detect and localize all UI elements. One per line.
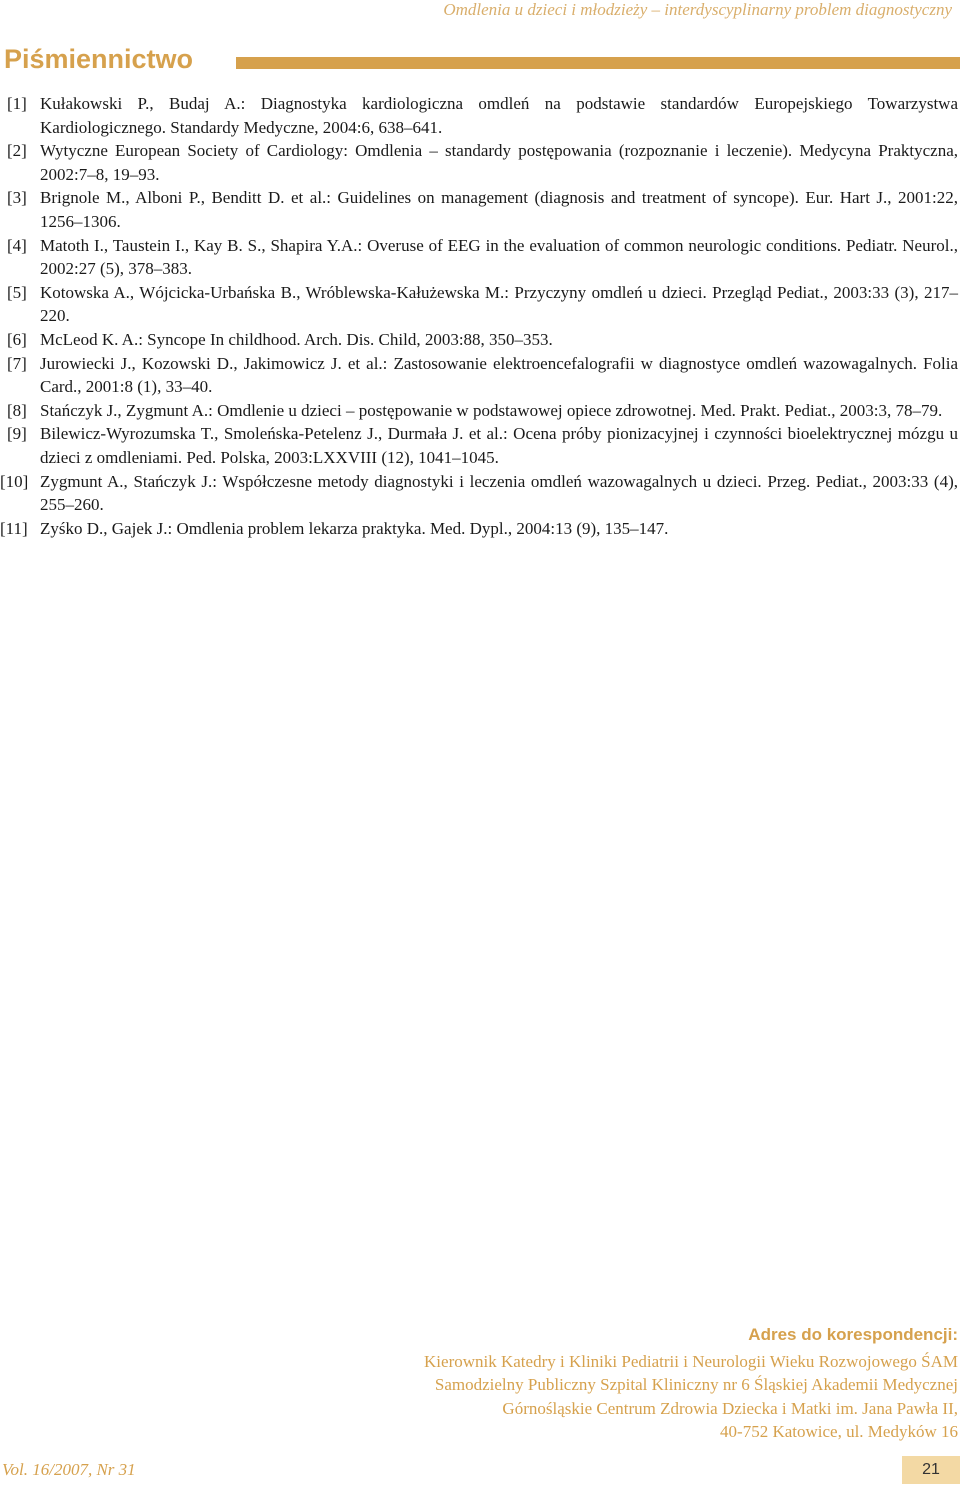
running-header: Omdlenia u dzieci i młodzieży – interdyscyplinarny problem diagnostyczny bbox=[443, 0, 952, 19]
reference-item bbox=[0, 352, 958, 399]
reference-number: [10] bbox=[0, 471, 29, 491]
reference-number: [2] bbox=[7, 141, 27, 161]
reference-item bbox=[0, 281, 958, 328]
reference-text: Stańczyk J., Zygmunt A.: Omdlenie u dzieci – postępowanie w podstawowej opiece zdrowotnej. Med. Prakt. Pediat., 2003:3, 78–79. bbox=[40, 400, 943, 420]
reference-item bbox=[0, 328, 958, 352]
reference-number: [5] bbox=[7, 282, 27, 302]
reference-text: Bilewicz-Wyrozumska T., Smoleńska-Petelenz J., Durmała J. et al.: Ocena próby pionizacyjnej i czynności bioelektrycznej mózgu u dzieci z omdleniami. Ped. Polska, 2003:LXXVIII (12), 1041–1045. bbox=[40, 424, 958, 467]
reference-item bbox=[0, 186, 958, 233]
reference-number: [1] bbox=[7, 94, 27, 113]
page-number: 21 bbox=[902, 1456, 960, 1484]
reference-number: [9] bbox=[7, 424, 27, 444]
address-line: Samodzielny Publiczny Szpital Kliniczny nr 6 Śląskiej Akademii Medycznej bbox=[434, 1375, 958, 1394]
title-rule bbox=[236, 57, 960, 69]
reference-item bbox=[0, 470, 958, 517]
reference-text: Kotowska A., Wójcicka-Urbańska B., Wróblewska-Kałużewska M.: Przyczyny omdleń u dzieci. Przegląd Pediat., 2003:33 (3), 217–220. bbox=[40, 282, 958, 326]
reference-item bbox=[0, 517, 958, 541]
reference-text: Zygmunt A., Stańczyk J.: Współczesne metody diagnostyki i leczenia omdleń wazowagalnych u dzieci. Przeg. Pediat., 2003:33 (4), 255–260. bbox=[40, 471, 958, 515]
reference-number: [11] bbox=[0, 518, 28, 538]
reference-item bbox=[0, 399, 958, 423]
reference-number: [8] bbox=[7, 400, 27, 420]
reference-list bbox=[0, 92, 958, 540]
reference-item bbox=[0, 422, 958, 469]
reference-text: McLeod K. A.: Syncope In childhood. Arch. Dis. Child, 2003:88, 350–353. bbox=[40, 329, 553, 349]
reference-item bbox=[0, 234, 958, 281]
reference-text: Matoth I., Taustein I., Kay B. S., Shapira Y.A.: Overuse of EEG in the evaluation of common neurologic conditions. Pediatr. Neurol., 2002:27 (5), 378–383. bbox=[40, 235, 958, 279]
reference-number: [6] bbox=[7, 329, 27, 349]
address-line: Górnośląskie Centrum Zdrowia Dziecka i Matki im. Jana Pawła II, bbox=[502, 1398, 958, 1418]
reference-text: Brignole M., Alboni P., Benditt D. et al.: Guidelines on management (diagnosis and treatment of syncope). Eur. Hart J., 2001:22, 1256–1306. bbox=[40, 188, 958, 231]
reference-number: [3] bbox=[7, 188, 27, 208]
reference-text: Wytyczne European Society of Cardiology: Omdlenia – standardy postępowania (rozpoznanie i leczenie). Medycyna Praktyczna, 2002:7–8, 19–93. bbox=[40, 141, 958, 184]
volume-footer: Vol. 16/2007, Nr 31 bbox=[2, 1460, 136, 1479]
reference-text: Zyśko D., Gajek J.: Omdlenia problem lekarza praktyka. Med. Dypl., 2004:13 (9), 135–147. bbox=[40, 518, 669, 538]
reference-item bbox=[0, 92, 958, 139]
reference-number: [7] bbox=[7, 353, 27, 373]
address-line: 40-752 Katowice, ul. Medyków 16 bbox=[720, 1422, 958, 1441]
section-title: Piśmiennictwo bbox=[4, 44, 194, 74]
address-line: Kierownik Katedry i Kliniki Pediatrii i Neurologii Wieku Rozwojowego ŚAM bbox=[424, 1351, 958, 1371]
correspondence-heading: Adres do korespondencji: bbox=[748, 1325, 958, 1344]
reference-item bbox=[0, 139, 958, 186]
reference-text: Kułakowski P., Budaj A.: Diagnostyka kardiologiczna omdleń na podstawie standardów Europejskiego Towarzystwa Kardiologicznego. Standardy Medyczne, 2004:6, 638–641. bbox=[40, 94, 958, 137]
correspondence-address bbox=[424, 1323, 958, 1444]
reference-number: [4] bbox=[7, 235, 27, 255]
reference-text: Jurowiecki J., Kozowski D., Jakimowicz J. et al.: Zastosowanie elektroencefalografii w diagnostyce omdleń wazowagalnych. Folia Card., 2001:8 (1), 33–40. bbox=[40, 353, 958, 397]
